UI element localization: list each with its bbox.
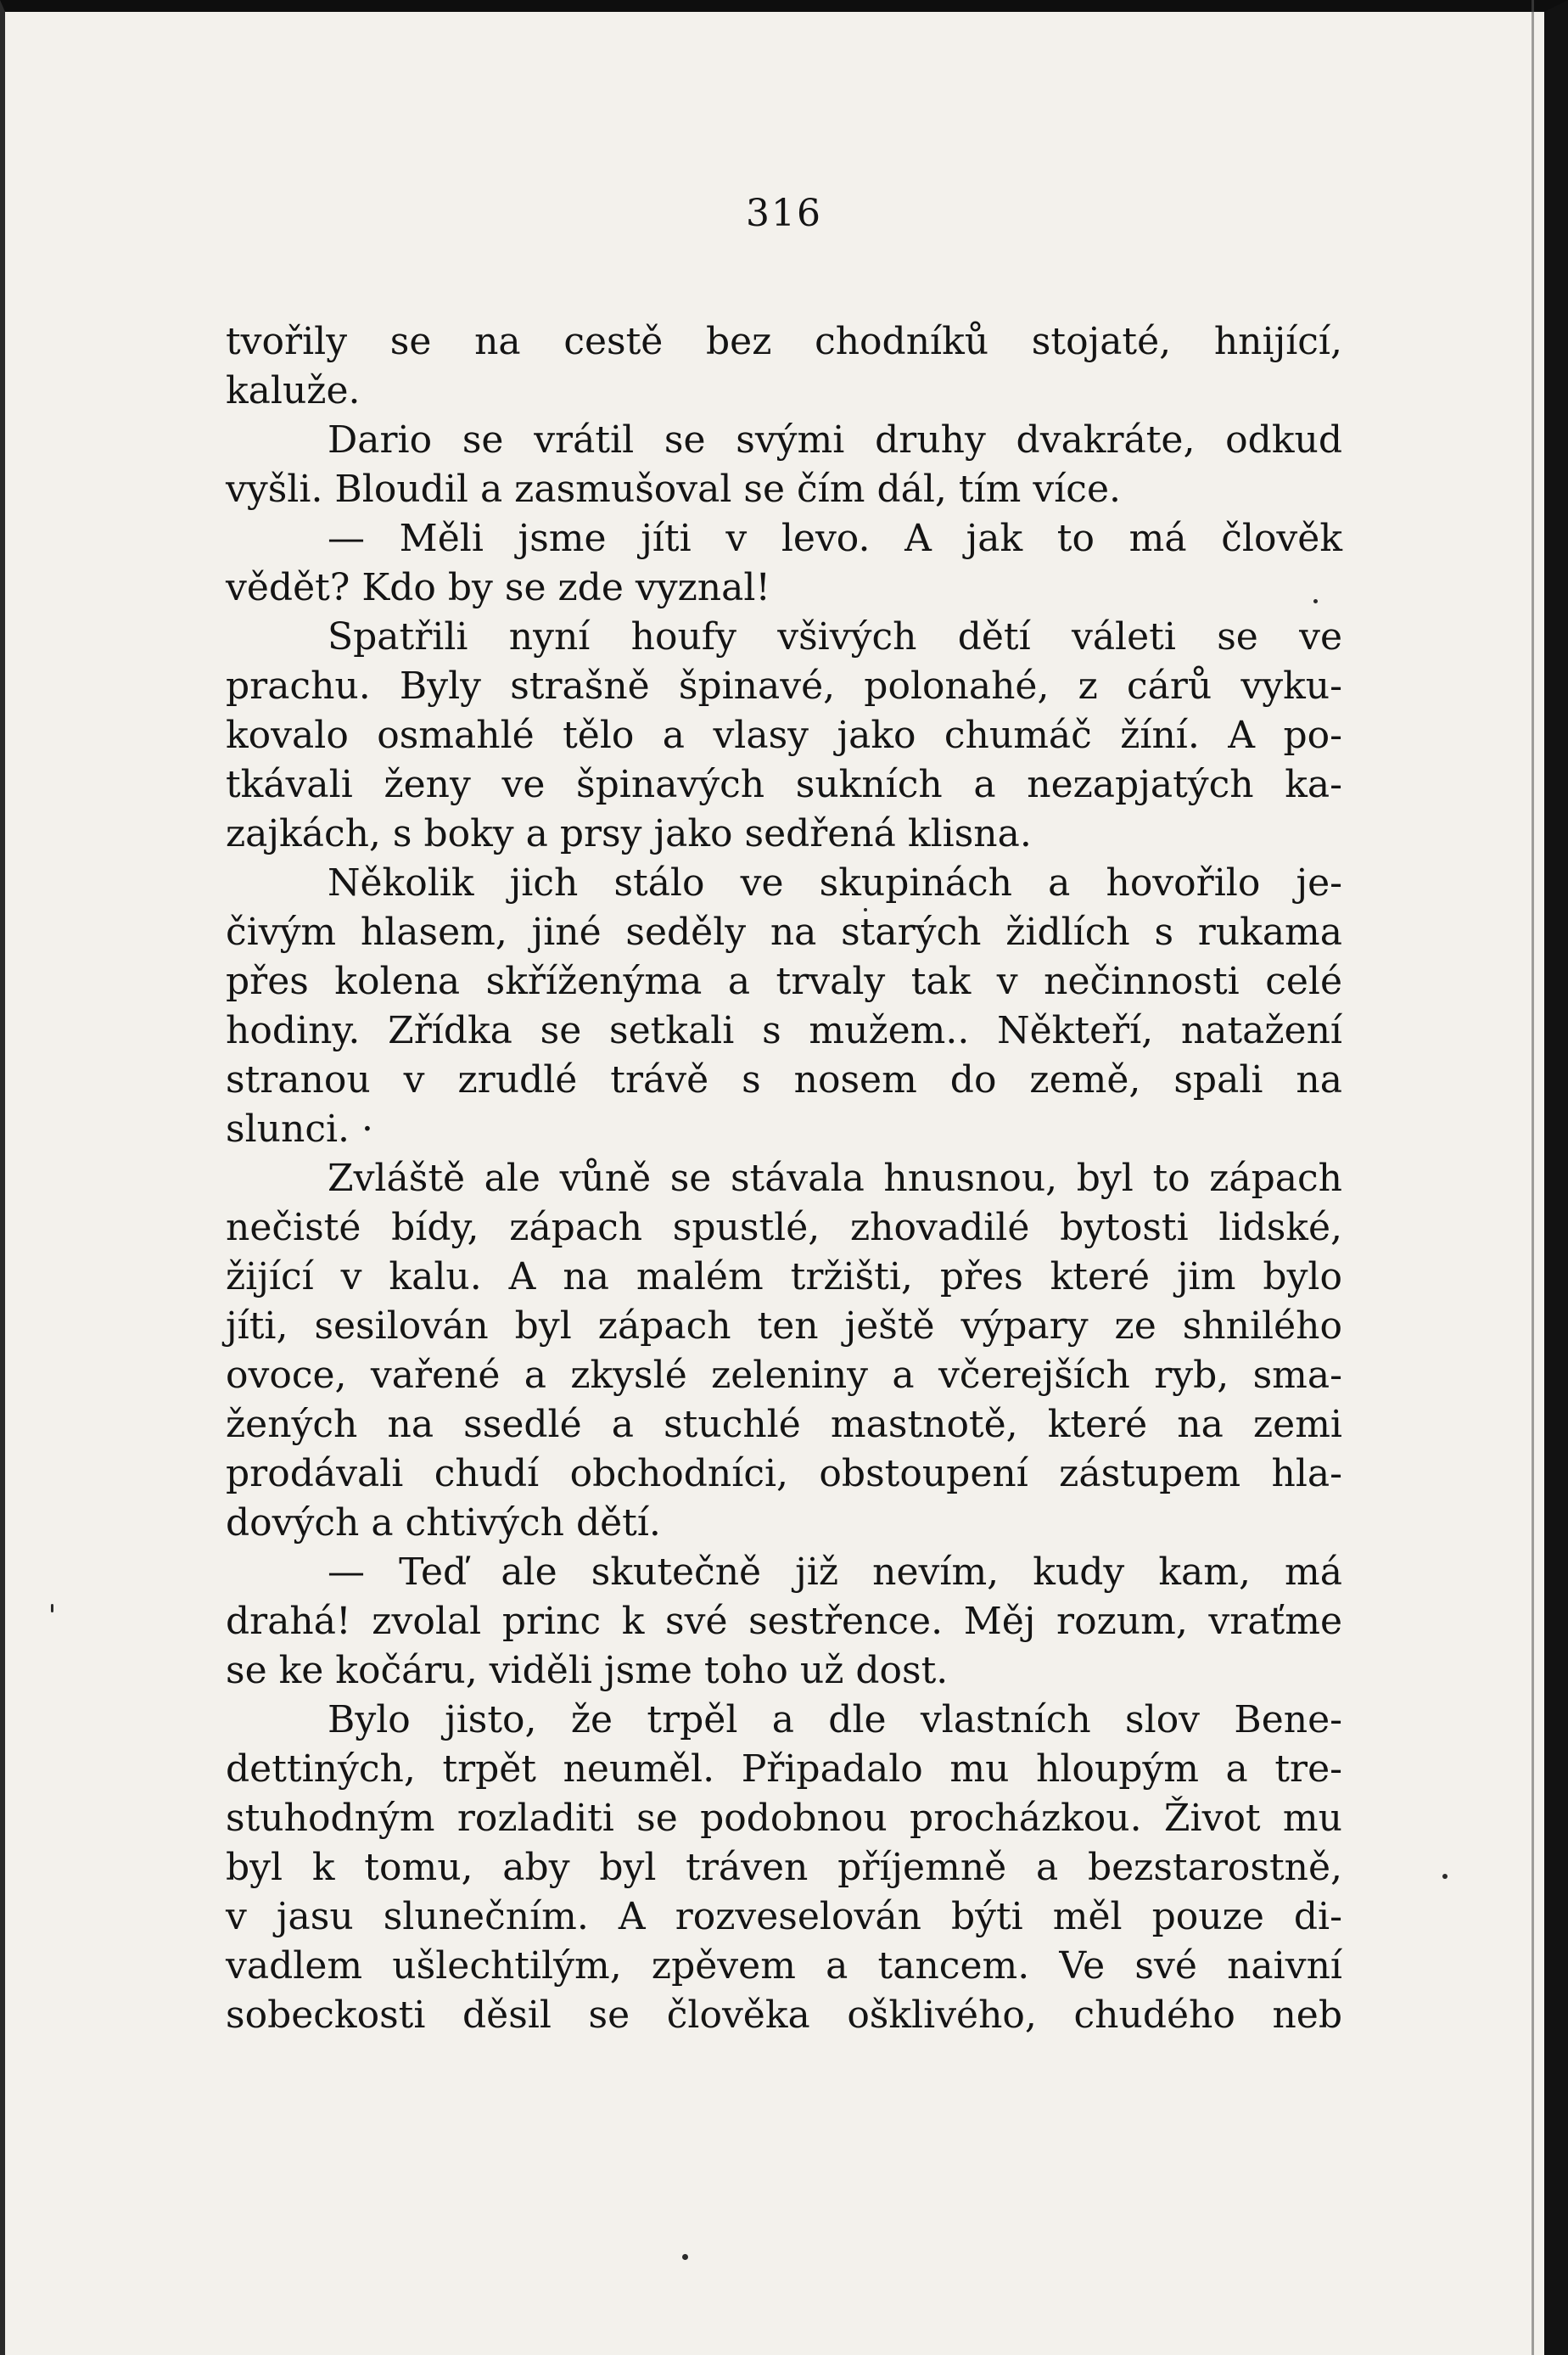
text-line: nečisté bídy, zápach spustlé, zhovadilé bytosti lidské, — [226, 1206, 1342, 1249]
text-line: kaluže. — [226, 369, 361, 412]
text-line: dových a chtivých dětí. — [226, 1501, 661, 1545]
text-line: dettiných, trpět neuměl. Připadalo mu hloupým a tre- — [226, 1747, 1342, 1791]
text-line: prachu. Byly strašně špinavé, polonahé, z cárů vyku- — [226, 664, 1342, 708]
text-line: — Teď ale skutečně již nevím, kudy kam, má — [328, 1550, 1342, 1594]
text-line: sobeckosti děsil se člověka ošklivého, chudého neb — [226, 1993, 1342, 2037]
text-line: drahá! zvolal princ k své sestřence. Měj rozum, vraťme — [226, 1600, 1342, 1643]
text-line: vyšli. Bloudil a zasmušoval se čím dál, tím více. — [226, 468, 1121, 511]
text-line: ovoce, vařené a zkyslé zeleniny a včerejších ryb, sma- — [226, 1354, 1342, 1397]
text-line: zajkách, s boky a prsy jako sedřená klisna. — [226, 812, 1032, 855]
speck — [51, 1604, 53, 1612]
text-line: přes kolena skříženýma a trvaly tak v nečinnosti celé — [226, 960, 1342, 1003]
speck — [682, 2254, 688, 2260]
text-line: — Měli jsme jíti v levo. A jak to má člověk — [328, 517, 1342, 560]
text-line: žených na ssedlé a stuchlé mastnotě, které na zemi — [226, 1403, 1342, 1446]
text-line: stuhodným rozladiti se podobnou procházkou. Život mu — [226, 1797, 1342, 1840]
text-line: tkávali ženy ve špinavých sukních a nezapjatých ka- — [226, 763, 1342, 806]
text-line: Několik jich stálo ve skupinách a hovořilo je- — [328, 861, 1342, 905]
body-text — [226, 317, 1342, 2040]
text-line: jíti, sesilován byl zápach ten ještě výpary ze shnilého — [226, 1304, 1342, 1348]
page-edge-rule — [1532, 0, 1534, 2355]
text-line: vědět? Kdo by se zde vyznal! — [226, 566, 771, 609]
text-line: Bylo jisto, že trpěl a dle vlastních slov Bene- — [328, 1698, 1342, 1741]
text-line: prodávali chudí obchodníci, obstoupení zástupem hla- — [226, 1452, 1342, 1495]
text-line: hodiny. Zřídka se setkali s mužem.. Někteří, natažení — [226, 1009, 1342, 1052]
text-line: žijící v kalu. A na malém tržišti, přes které jim bylo — [226, 1255, 1342, 1298]
text-line: tvořily se na cestě bez chodníků stojaté, hnijící, — [226, 320, 1342, 363]
text-line: se ke kočáru, viděli jsme toho už dost. — [226, 1649, 949, 1692]
text-line: v jasu slunečním. A rozveselován býti měl pouze di- — [226, 1895, 1342, 1938]
text-line: stranou v zrudlé trávě s nosem do země, spali na — [226, 1058, 1342, 1102]
text-line: Zvláště ale vůně se stávala hnusnou, byl to zápach — [328, 1157, 1342, 1200]
text-line: čivým hlasem, jiné seděly na starých židlích s rukama — [226, 911, 1342, 954]
text-line: vadlem ušlechtilým, zpěvem a tancem. Ve své naivní — [226, 1944, 1342, 1988]
text-line: Spatřili nyní houfy všivých dětí váleti se ve — [328, 615, 1342, 659]
text-line: slunci. · — [226, 1107, 374, 1151]
text-line: Dario se vrátil se svými druhy dvakráte, odkud — [328, 418, 1342, 462]
text-line: kovalo osmahlé tělo a vlasy jako chumáč žíní. A po- — [226, 714, 1342, 757]
page-number: 316 — [746, 192, 822, 235]
text-line: byl k tomu, aby byl tráven příjemně a bezstarostně, — [226, 1846, 1342, 1889]
speck — [1442, 1874, 1448, 1879]
